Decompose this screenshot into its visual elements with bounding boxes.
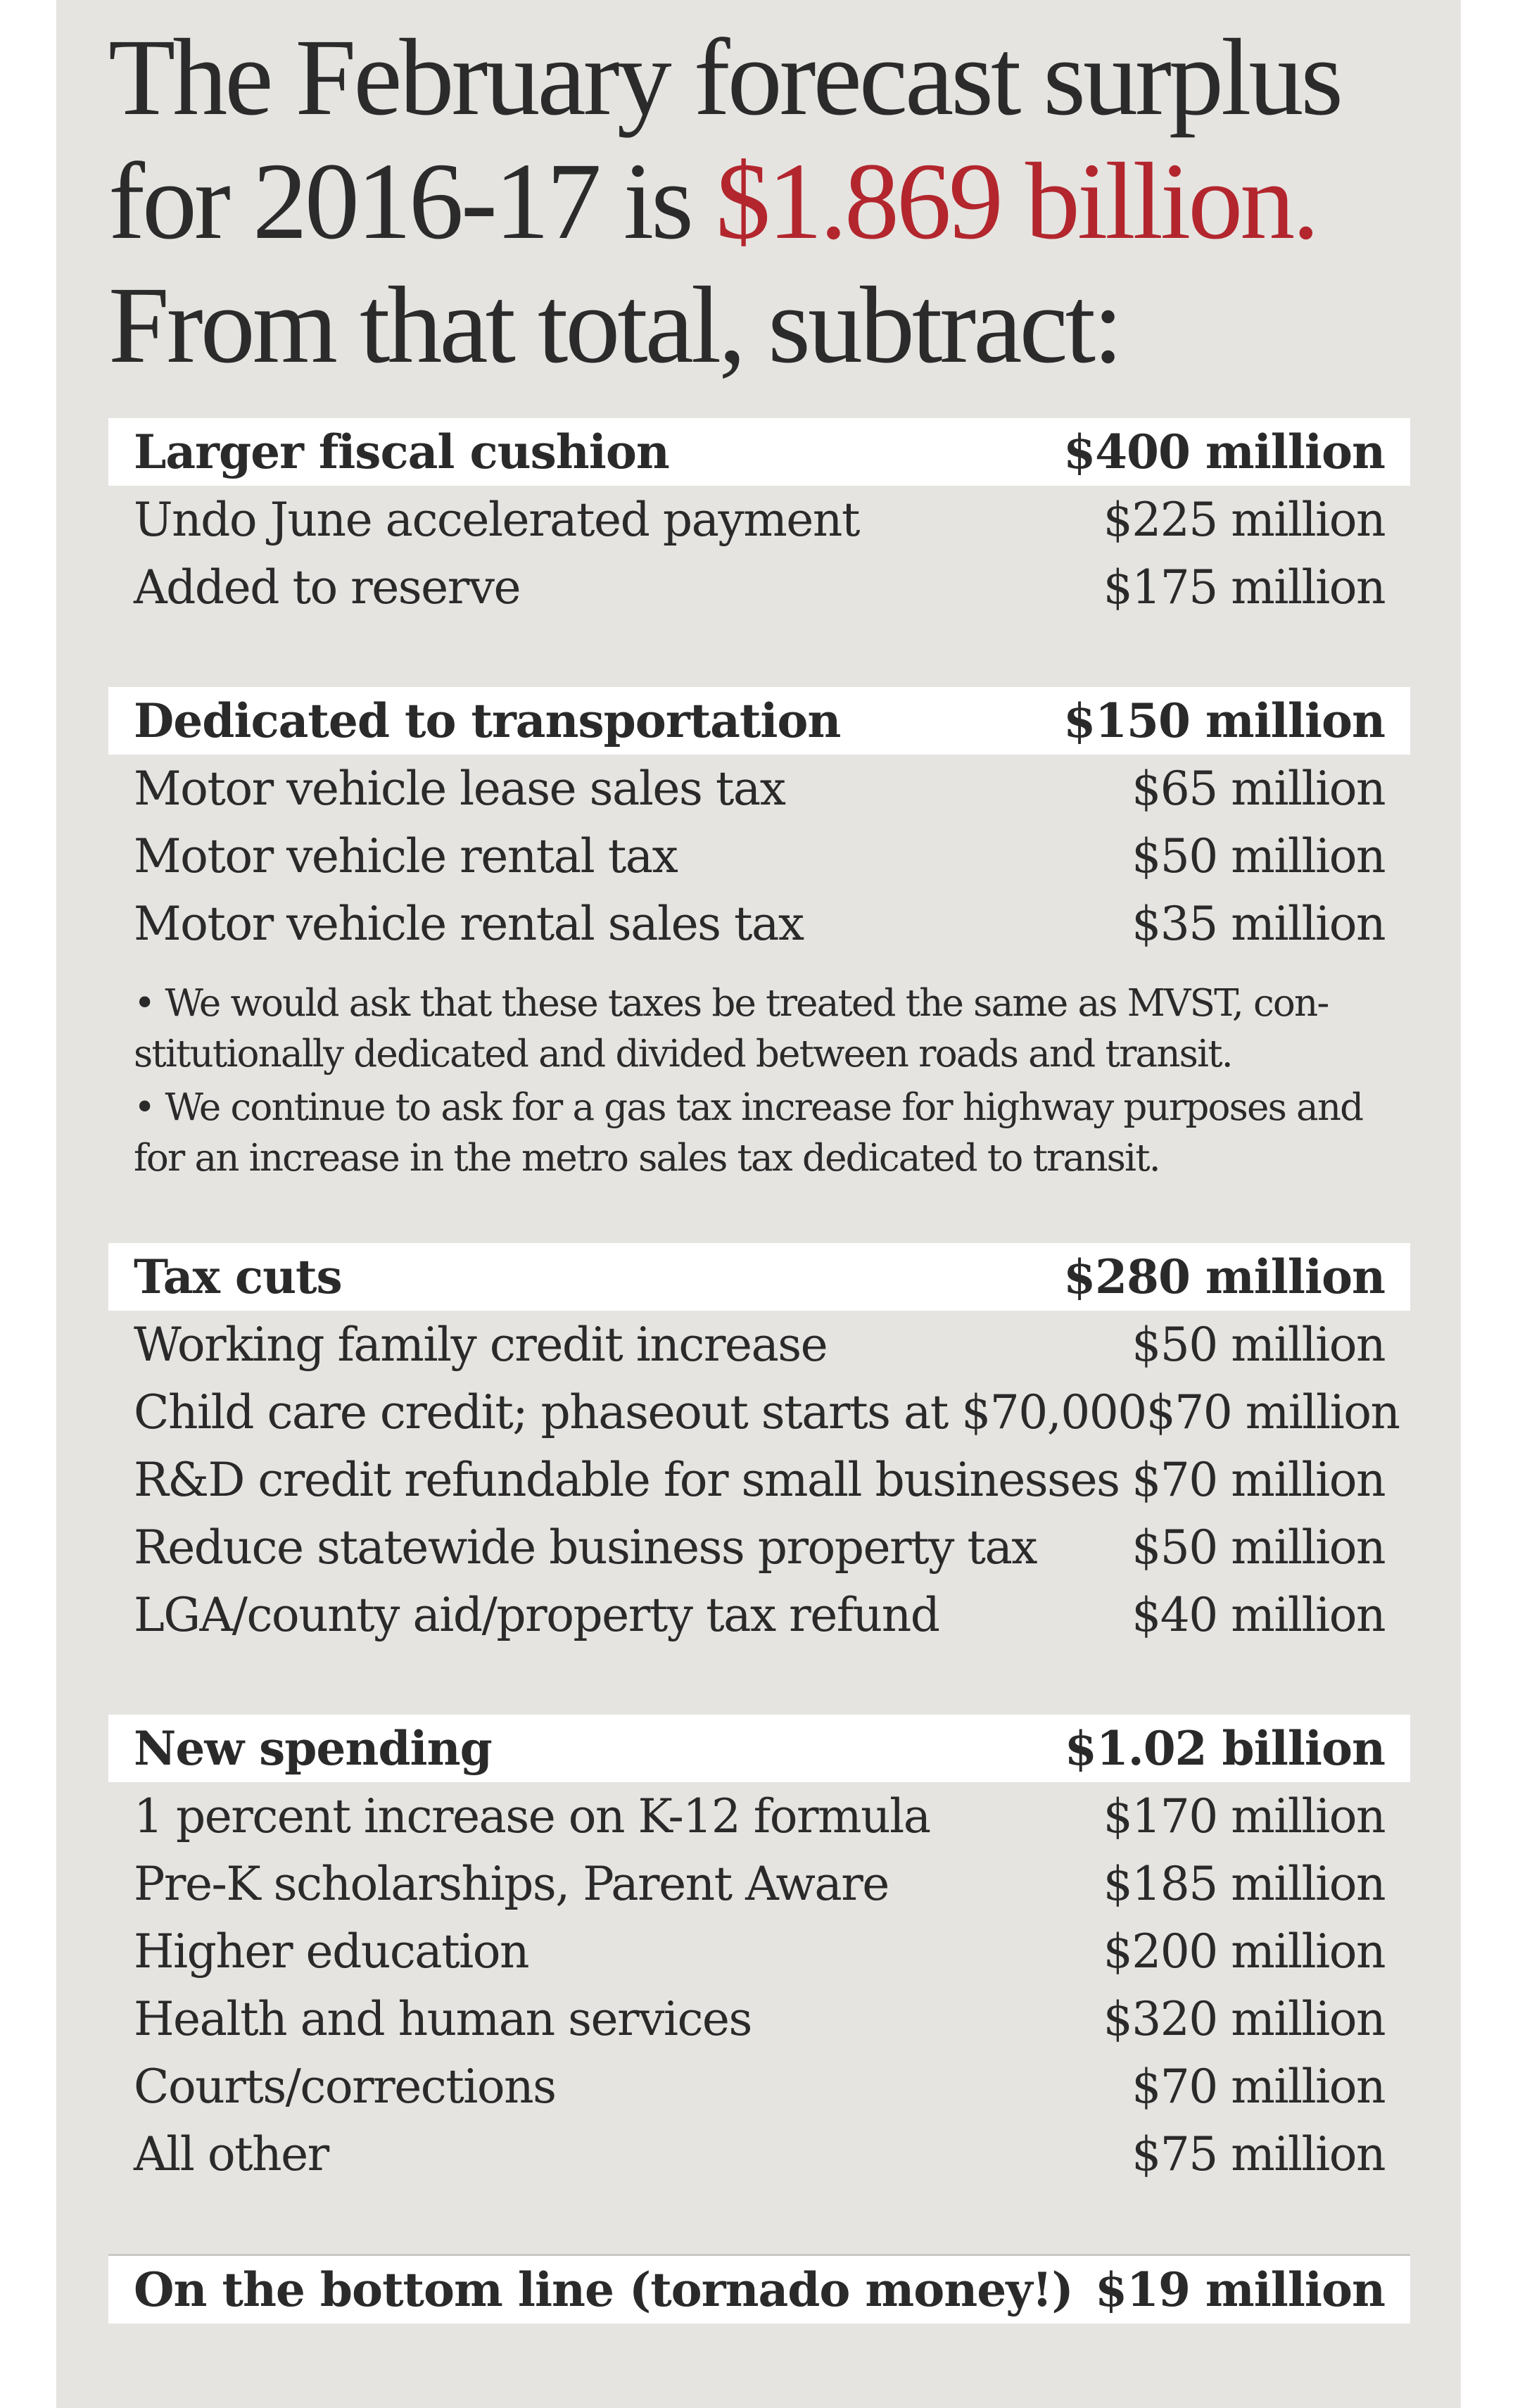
item-amount: $75 million xyxy=(1132,2126,1385,2181)
section-header-transportation xyxy=(108,687,1410,755)
section-spacer xyxy=(108,621,1410,687)
section-header-fiscal-cushion xyxy=(108,418,1410,486)
table-row xyxy=(108,1850,1410,1917)
item-amount: $170 million xyxy=(1103,1789,1385,1843)
item-label: Added to reserve xyxy=(134,560,521,614)
bottom-line-row xyxy=(108,2254,1410,2324)
table-row xyxy=(108,1446,1410,1513)
item-label: All other xyxy=(134,2126,329,2181)
item-amount: $70 million xyxy=(1146,1385,1400,1439)
table-row xyxy=(108,1782,1410,1850)
section-title: New spending xyxy=(134,1721,492,1776)
note-paragraph: • We continue to ask for a gas tax increase for highway purposes and for an increase in the metro sales tax dedicated to transit. xyxy=(134,1086,1363,1180)
section-title: Tax cuts xyxy=(134,1249,342,1304)
bottom-line-amount: $19 million xyxy=(1095,2262,1385,2317)
section-spacer xyxy=(108,1215,1410,1243)
item-label: Reduce statewide business property tax xyxy=(134,1520,1037,1575)
table-row xyxy=(108,890,1410,957)
section-spacer xyxy=(108,1649,1410,1715)
transportation-notes xyxy=(108,957,1410,1215)
item-label: Undo June accelerated payment xyxy=(134,492,859,547)
item-label: Courts/corrections xyxy=(134,2059,556,2114)
item-label: Motor vehicle lease sales tax xyxy=(134,761,785,816)
table-row xyxy=(108,553,1410,621)
table-row xyxy=(108,755,1410,822)
item-label: Pre-K scholarships, Parent Aware xyxy=(134,1856,889,1911)
section-total: $1.02 billion xyxy=(1064,1721,1385,1776)
table-row xyxy=(108,1985,1410,2053)
surplus-amount: $1.869 billion. xyxy=(715,140,1317,262)
item-label: 1 percent increase on K-12 formula xyxy=(134,1789,930,1843)
item-amount: $225 million xyxy=(1103,492,1385,547)
section-title: Dedicated to transportation xyxy=(134,693,841,748)
item-amount: $70 million xyxy=(1132,2059,1385,2114)
item-amount: $70 million xyxy=(1132,1452,1385,1507)
item-label: Child care credit; phaseout starts at $70,000 xyxy=(134,1385,1146,1439)
item-label: Motor vehicle rental sales tax xyxy=(134,896,804,951)
bottom-line-label: On the bottom line (tornado money!) xyxy=(134,2262,1073,2317)
item-amount: $185 million xyxy=(1103,1856,1385,1911)
item-amount: $200 million xyxy=(1103,1924,1385,1979)
item-label: Higher education xyxy=(134,1924,529,1979)
section-title: Larger fiscal cushion xyxy=(134,424,669,479)
headline-line-3: From that total, subtract: xyxy=(108,264,1121,386)
headline-line-1: The February forecast surplus xyxy=(108,16,1341,138)
item-amount: $50 million xyxy=(1132,1317,1385,1372)
table-row xyxy=(108,1378,1410,1446)
budget-table xyxy=(108,418,1410,2324)
section-spacer xyxy=(108,2188,1410,2254)
table-row xyxy=(108,2120,1410,2188)
table-row xyxy=(108,1513,1410,1581)
item-amount: $175 million xyxy=(1103,560,1385,614)
item-label: Working family credit increase xyxy=(134,1317,828,1372)
item-amount: $40 million xyxy=(1132,1587,1385,1642)
headline-line-2 xyxy=(108,139,1431,263)
note-paragraph: • We would ask that these taxes be treated the same as MVST, con-stitutionally dedicated and divided between roads and transit. xyxy=(134,982,1329,1076)
item-amount: $320 million xyxy=(1103,1991,1385,2046)
headline xyxy=(108,15,1431,387)
table-row xyxy=(108,486,1410,553)
table-row xyxy=(108,1311,1410,1378)
item-amount: $35 million xyxy=(1132,896,1385,951)
item-amount: $65 million xyxy=(1132,761,1385,816)
section-total: $280 million xyxy=(1063,1249,1385,1304)
item-amount: $50 million xyxy=(1132,828,1385,883)
item-label: LGA/county aid/property tax refund xyxy=(134,1587,939,1642)
section-header-new-spending xyxy=(108,1715,1410,1782)
infographic-panel xyxy=(56,0,1461,2408)
item-label: Health and human services xyxy=(134,1991,752,2046)
item-amount: $50 million xyxy=(1132,1520,1385,1575)
table-row xyxy=(108,1581,1410,1649)
table-row xyxy=(108,1917,1410,1985)
section-total: $400 million xyxy=(1063,424,1385,479)
item-label: Motor vehicle rental tax xyxy=(134,828,678,883)
table-row xyxy=(108,822,1410,890)
section-total: $150 million xyxy=(1063,693,1385,748)
section-header-tax-cuts xyxy=(108,1243,1410,1311)
item-label: R&D credit refundable for small businesses xyxy=(134,1452,1120,1507)
table-row xyxy=(108,2053,1410,2120)
headline-line-2-prefix: for 2016-17 is xyxy=(108,140,716,262)
